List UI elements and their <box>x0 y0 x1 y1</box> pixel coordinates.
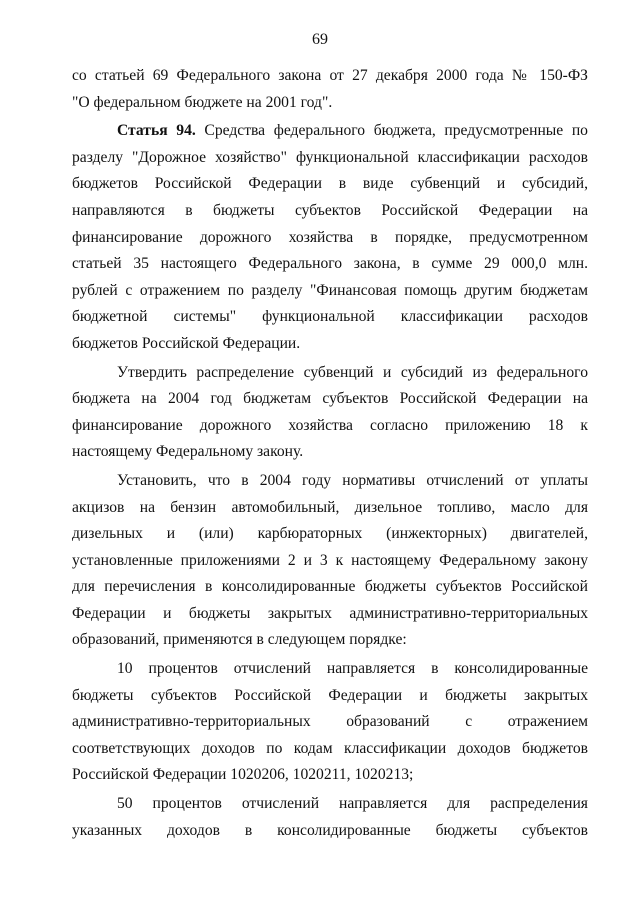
text-line: "О федеральном бюджете на 2001 год". <box>72 93 333 111</box>
paragraph-approve-distribution <box>72 360 588 466</box>
text-line: настоящему Федеральному закону. <box>72 443 304 461</box>
text-line: бюджетов Российской Федерации. <box>72 334 301 352</box>
text-line: для перечисления в консолидированные бюджеты субъектов Российской <box>72 578 588 596</box>
page-number: 69 <box>312 31 328 48</box>
paragraph-fifty-percent <box>72 791 588 844</box>
text-line: установленные приложениями 2 и 3 к настоящему Федеральному закону <box>72 551 588 569</box>
text-line <box>72 118 588 145</box>
text-line: финансирование дорожного хозяйства согласно приложению 18 к <box>72 416 588 434</box>
text-line: административно-территориальных образований с отражением <box>72 713 588 731</box>
text-line: образований, применяются в следующем порядке: <box>72 631 407 649</box>
text-line: со статьей 69 Федерального закона от 27 декабря 2000 года № 150-ФЗ <box>72 67 588 84</box>
text-line: бюджетов Российской Федерации в виде субвенций и субсидий, <box>72 175 588 193</box>
article-first-line-text: Средства федерального бюджета, предусмотренные по <box>195 122 588 140</box>
text-line: бюджетной системы" функциональной классификации расходов <box>72 308 588 326</box>
article-label: Статья 94. <box>117 122 196 140</box>
text-line: указанных доходов в консолидированные бюджеты субъектов <box>72 821 588 839</box>
text-line: рублей с отражением по разделу "Финансовая помощь другим бюджетам <box>72 281 588 299</box>
paragraph-article-94 <box>72 118 588 357</box>
text-line: Установить, что в 2004 году нормативы отчислений от уплаты <box>117 471 588 489</box>
text-line: акцизов на бензин автомобильный, дизельное топливо, масло для <box>72 498 588 516</box>
text-line: направляются в бюджеты субъектов Российской Федерации на <box>72 201 588 219</box>
text-line: разделу "Дорожное хозяйство" функциональной классификации расходов <box>72 148 588 166</box>
text-line: соответствующих доходов по кодам классификации доходов бюджетов <box>72 739 588 757</box>
text-line: бюджета на 2004 год бюджетам субъектов Российской Федерации на <box>72 390 588 408</box>
text-line: статьей 35 настоящего Федерального закона, в сумме 29 000,0 млн. <box>72 255 588 273</box>
text-line: Утвердить распределение субвенций и субсидий из федерального <box>117 363 588 381</box>
text-line: 10 процентов отчислений направляется в консолидированные <box>117 660 588 678</box>
paragraph-establish-norms <box>72 468 588 654</box>
text-line: бюджеты субъектов Российской Федерации и бюджеты закрытых <box>72 686 588 704</box>
text-line: дизельных и (или) карбюраторных (инжекторных) двигателей, <box>72 525 588 543</box>
text-line: 50 процентов отчислений направляется для распределения <box>117 795 588 813</box>
document-body <box>72 63 588 844</box>
paragraph-ten-percent <box>72 656 588 789</box>
text-line: финансирование дорожного хозяйства в порядке, предусмотренном <box>72 228 588 246</box>
paragraph-continuation <box>72 63 588 116</box>
text-line: Федерации и бюджеты закрытых административно-территориальных <box>72 604 588 622</box>
text-line: Российской Федерации 1020206, 1020211, 1020213; <box>72 766 414 784</box>
